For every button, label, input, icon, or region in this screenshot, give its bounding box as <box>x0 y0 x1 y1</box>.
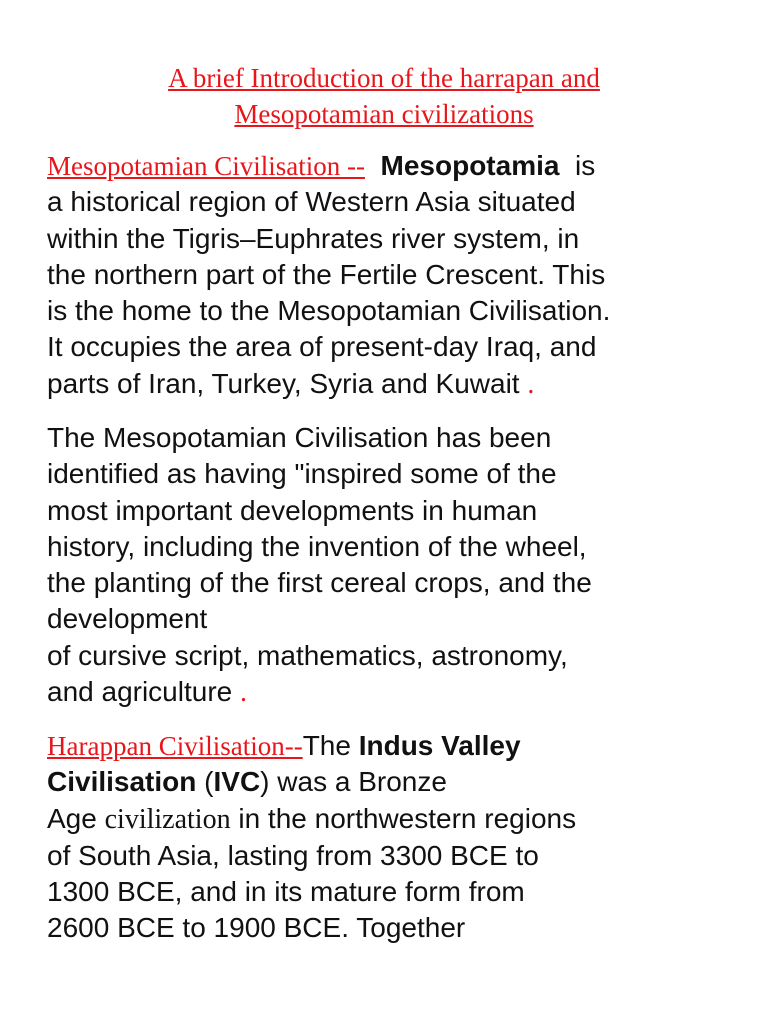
title-line-2: Mesopotamian civilizations <box>234 99 534 129</box>
red-period: . <box>240 677 248 709</box>
line-text: The <box>302 730 351 761</box>
line-text: parts of Iran, Turkey, Syria and Kuwait <box>47 367 520 399</box>
paragraph-line: of South Asia, lasting from 3300 BCE to <box>47 839 539 871</box>
paragraph-line: It occupies the area of present-day Iraq, and <box>47 331 597 363</box>
civilisation-term: Civilisation <box>47 766 197 798</box>
mesopotamia-heading: Mesopotamian Civilisation -- <box>47 151 365 181</box>
paragraph-line: the planting of the first cereal crops, and the <box>47 567 592 599</box>
line-text: and agriculture <box>47 676 233 708</box>
line-text: ) was a Bronze <box>260 766 447 798</box>
paragraph-line: the northern part of the Fertile Crescent. This <box>47 258 606 290</box>
mesopotamia-paragraph <box>47 148 747 403</box>
paragraph-line <box>47 674 747 711</box>
paragraph-line <box>47 764 747 800</box>
paragraph-line: 2600 BCE to 1900 BCE. Together <box>47 912 466 944</box>
red-period: . <box>527 368 535 400</box>
paragraph-line: history, including the invention of the wheel, <box>47 530 587 562</box>
harappan-paragraph <box>47 728 747 947</box>
paragraph-line: within the Tigris–Euphrates river system, in <box>47 222 580 254</box>
paragraph-line <box>47 366 747 403</box>
civilization-serif-word: civilization <box>104 803 231 835</box>
title-line-1: A brief Introduction of the harrapan and <box>168 63 600 93</box>
paragraph-line: The Mesopotamian Civilisation has been <box>47 422 552 453</box>
paragraph-line: development <box>47 603 208 635</box>
harappan-heading: Harappan Civilisation-- <box>47 731 303 761</box>
line-text: ( <box>204 766 214 798</box>
line-text: Age <box>47 802 97 834</box>
line-text: in the northwestern regions <box>238 802 577 834</box>
paragraph-line: most important developments in human <box>47 494 538 526</box>
paragraph-line: a historical region of Western Asia situated <box>47 186 576 218</box>
indus-valley-term: Indus Valley <box>358 730 521 761</box>
paragraph-line: of cursive script, mathematics, astronomy, <box>47 639 568 671</box>
line-text: is <box>575 150 596 181</box>
paragraph-line <box>47 148 747 184</box>
paragraph-line: is the home to the Mesopotamian Civilisation. <box>47 295 611 327</box>
developments-paragraph <box>47 420 747 711</box>
paragraph-line <box>47 728 747 764</box>
ivc-term: IVC <box>213 766 261 798</box>
paragraph-line <box>47 801 747 838</box>
mesopotamia-term: Mesopotamia <box>380 150 560 181</box>
document-title <box>0 60 768 132</box>
paragraph-line: identified as having "inspired some of the <box>47 458 557 490</box>
paragraph-line: 1300 BCE, and in its mature form from <box>47 876 525 908</box>
